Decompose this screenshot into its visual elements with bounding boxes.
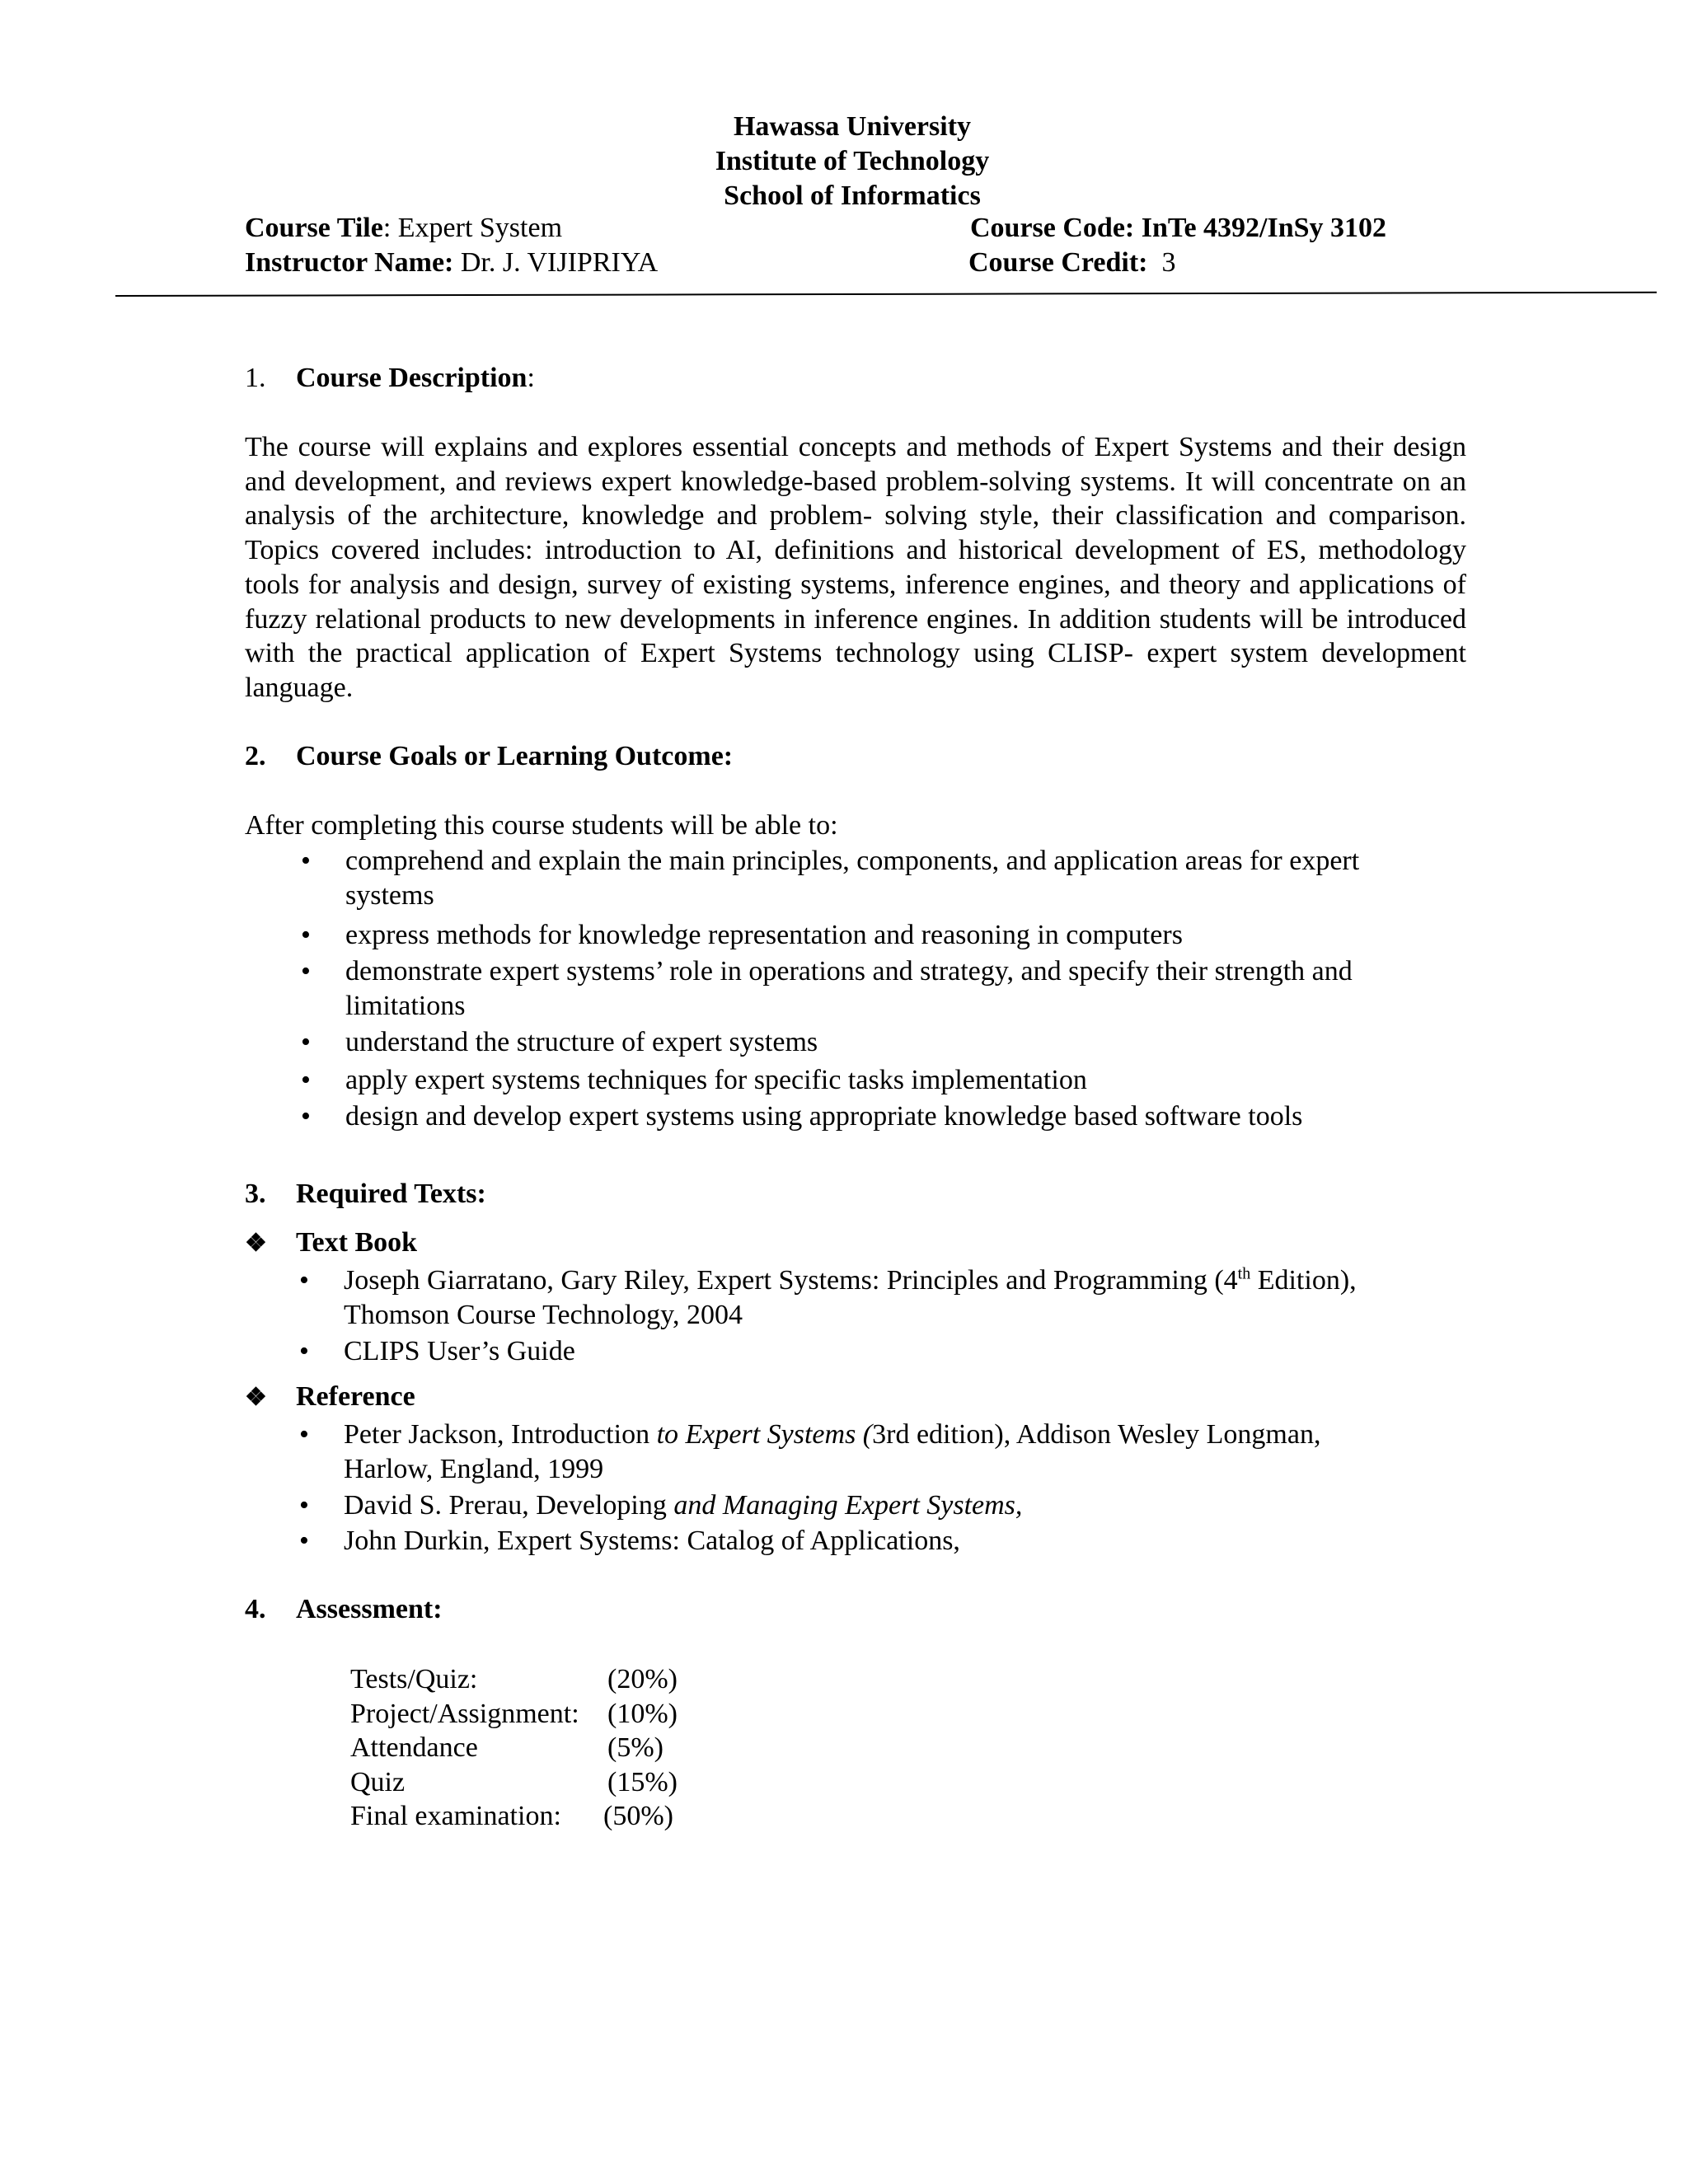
course-description-paragraph: The course will explains and explores essential concepts and methods of Expert Systems and their design and development, and reviews expert knowledge-based problem-solving systems. It will concentrate on an analysis of the architecture, knowledge and problem- solving style, their classification and comparison. Topics covered includes: introduction to AI, definitions and historical development of ES, methodology tools for analysis and design, survey of existing systems, inference engines, and theory and applications of fuzzy relational products to new developments in inference engines. In addition students will be introduced with the practical application of Expert Systems technology using CLISP- expert system development language.: [245, 432, 1466, 703]
instructor-row: [245, 246, 658, 280]
university-name: Hawassa University: [733, 111, 972, 142]
section-2-number: 2.: [245, 741, 266, 771]
course-title-value: Expert System: [397, 213, 563, 243]
textbook-heading: [245, 1226, 417, 1261]
list-item: • Joseph Giarratano, Gary Riley, Expert Systems: Principles and Programming (4th Edition), Thomson Course Technology, 2004: [299, 1264, 1357, 1330]
table-row: Project/Assignment: (10%): [350, 1698, 678, 1729]
section-1-colon: :: [527, 363, 535, 393]
diamond-bullet-icon: ❖: [245, 1230, 267, 1257]
section-3-number: 3.: [245, 1179, 266, 1209]
list-item: • express methods for knowledge representation and reasoning in computers: [345, 918, 1450, 953]
course-code: Course Code: InTe 4392/InSy 3102: [970, 213, 1387, 243]
assessment-table: [350, 1662, 678, 1834]
bullet-icon: •: [301, 956, 311, 987]
table-row: Quiz (15%): [350, 1766, 678, 1797]
bullet-icon: •: [299, 1419, 309, 1450]
bullet-icon: •: [301, 1101, 311, 1132]
diamond-bullet-icon: ❖: [245, 1384, 267, 1411]
bullet-icon: •: [299, 1490, 309, 1521]
institute-name: Institute of Technology: [715, 146, 990, 176]
course-title-sep: :: [382, 213, 392, 243]
table-row: Final examination: (50%): [350, 1801, 673, 1832]
goals-intro: After completing this course students will be able to:: [245, 810, 838, 841]
section-4-number: 4.: [245, 1594, 266, 1624]
course-credit-value: 3: [1161, 247, 1176, 278]
school-name: School of Informatics: [724, 180, 981, 211]
course-title-row: [245, 211, 562, 246]
textbook-list: [299, 1263, 1481, 1369]
textbook-title: Text Book: [296, 1227, 418, 1258]
reference-title: Reference: [296, 1381, 415, 1412]
list-item: • design and develop expert systems using appropriate knowledge based software tools: [345, 1099, 1450, 1134]
section-2-title: Course Goals or Learning Outcome:: [296, 741, 734, 771]
list-item: • David S. Prerau, Developing and Managing Expert Systems,: [344, 1488, 1481, 1524]
header-divider: [115, 292, 1657, 297]
course-title-label: Course Tile: [245, 213, 383, 243]
list-item: • understand the structure of expert systems: [345, 1025, 1450, 1062]
bullet-icon: •: [301, 1027, 311, 1057]
bullet-icon: •: [301, 1065, 311, 1095]
goals-list: [301, 844, 1450, 1136]
instructor-label: Instructor Name:: [245, 247, 454, 278]
section-1-title: Course Description: [296, 363, 528, 393]
reference-list: [299, 1418, 1481, 1558]
section-2-heading: [245, 739, 733, 774]
bullet-icon: •: [299, 1526, 309, 1556]
course-credit-row: [968, 246, 1176, 280]
list-item: • Peter Jackson, Introduction to Expert Systems (3rd edition), Addison Wesley Longman, Harlow, England, 1999: [299, 1419, 1321, 1484]
list-item: • John Durkin, Expert Systems: Catalog of Applications,: [344, 1524, 1481, 1558]
bullet-icon: •: [299, 1265, 309, 1296]
bullet-icon: •: [301, 846, 311, 876]
list-item: • CLIPS User’s Guide: [344, 1334, 1481, 1369]
section-3-heading: [245, 1177, 486, 1212]
section-4-heading: [245, 1592, 443, 1627]
table-row: Attendance (5%): [350, 1732, 663, 1764]
section-1-heading: [245, 361, 535, 396]
list-item: • demonstrate expert systems’ role in operations and strategy, and specify their strength and limitations: [301, 956, 1353, 1021]
list-item: • comprehend and explain the main principles, components, and application areas for expert systems: [301, 846, 1360, 911]
institution-header: [0, 110, 1688, 213]
section-1-number: 1.: [245, 363, 266, 393]
bullet-icon: •: [301, 920, 311, 950]
section-4-title: Assessment:: [296, 1594, 443, 1624]
list-item: • apply expert systems techniques for specific tasks implementation: [345, 1063, 1450, 1098]
bullet-icon: •: [299, 1336, 309, 1366]
instructor-value: Dr. J. VIJIPRIYA: [460, 247, 659, 278]
section-3-title: Required Texts:: [296, 1179, 486, 1209]
table-row: Tests/Quiz: (20%): [350, 1664, 678, 1694]
reference-heading: [245, 1380, 415, 1415]
course-credit-label: Course Credit:: [968, 247, 1148, 278]
